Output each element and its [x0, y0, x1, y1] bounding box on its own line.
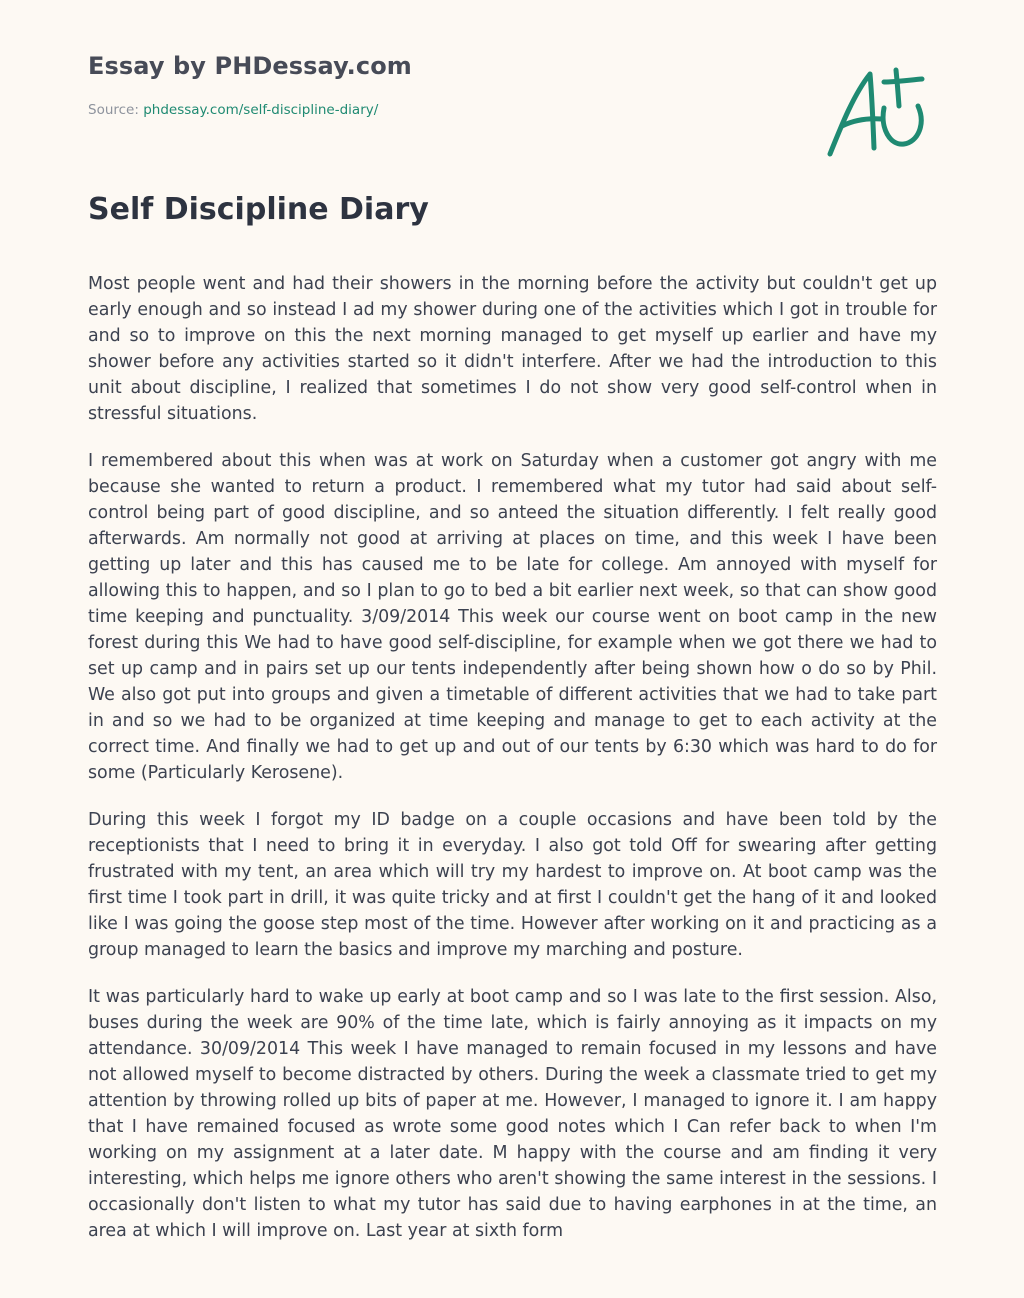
site-title: Essay by PHDessay.com	[88, 52, 412, 80]
essay-paragraph: I remembered about this when was at work on Saturday when a customer got angry with me because she wanted to return a product. I remembered what my tutor had said about self-control being part of good discipline, and so anteed the situation differently. I felt really good afterwards. Am normally not good at arriving at places on time, and this week I have been getting up later and this has caused me to be late for college. Am annoyed with myself for allowing this to happen, and so I plan to go to bed a bit earlier next week, so that can show good time keeping and punctuality. 3/09/2014 This week our course went on boot camp in the new forest during this We had to have good self-discipline, for example when we got there we had to set up camp and in pairs set up our tents independently after being shown how o do so by Phil. We also got put into groups and given a timetable of different activities that we had to take part in and so we had to be organized at time keeping and manage to get to each activity at the correct time. And finally we had to get up and out of our tents by 6:30 which was hard to do for some (Particularly Kerosene).	[88, 451, 937, 783]
source-label: Source:	[88, 102, 139, 118]
essay-body	[88, 271, 937, 1265]
essay-paragraph: Most people went and had their showers in the morning before the activity but couldn't get up early enough and so instead I ad my shower during one of the activities which I got in trouble for and so to improve on this the next morning managed to get myself up earlier and have my shower before any activities started so it didn't interfere. After we had the introduction to this unit about discipline, I realized that sometimes I do not show very good self-control when in stressful situations.	[88, 274, 937, 424]
essay-title: Self Discipline Diary	[88, 192, 429, 227]
essay-paragraph: During this week I forgot my ID badge on a couple occasions and have been told by the receptionists that I need to bring it in everyday. I also got told Off for swearing after getting frustrated with my tent, an area which will try my hardest to improve on. At boot camp was the first time I took part in drill, it was quite tricky and at first I couldn't get the hang of it and looked like I was going the goose step most of the time. However after working on it and practicing as a group managed to learn the basics and improve my marching and posture.	[88, 810, 937, 960]
source-link[interactable]: phdessay.com/self-discipline-diary/	[143, 102, 379, 118]
a-plus-logo-icon	[820, 62, 930, 162]
page-header	[88, 50, 412, 119]
essay-paragraph: It was particularly hard to wake up early at boot camp and so I was late to the first session. Also, buses during the week are 90% of the time late, which is fairly annoying as it impacts on my attendance. 30/09/2014 This week I have managed to remain focused in my lessons and have not allowed myself to become distracted by others. During the week a classmate tried to get my attention by throwing rolled up bits of paper at me. However, I managed to ignore it. I am happy that I have remained focused as wrote some good notes which I Can refer back to when I'm working on my assignment at a later date. M happy with the course and am finding it very interesting, which helps me ignore others who aren't showing the same interest in the sessions. I occasionally don't listen to what my tutor has said due to having earphones in at the time, an area at which I will improve on. Last year at sixth form	[88, 987, 937, 1241]
source-line	[88, 101, 412, 119]
